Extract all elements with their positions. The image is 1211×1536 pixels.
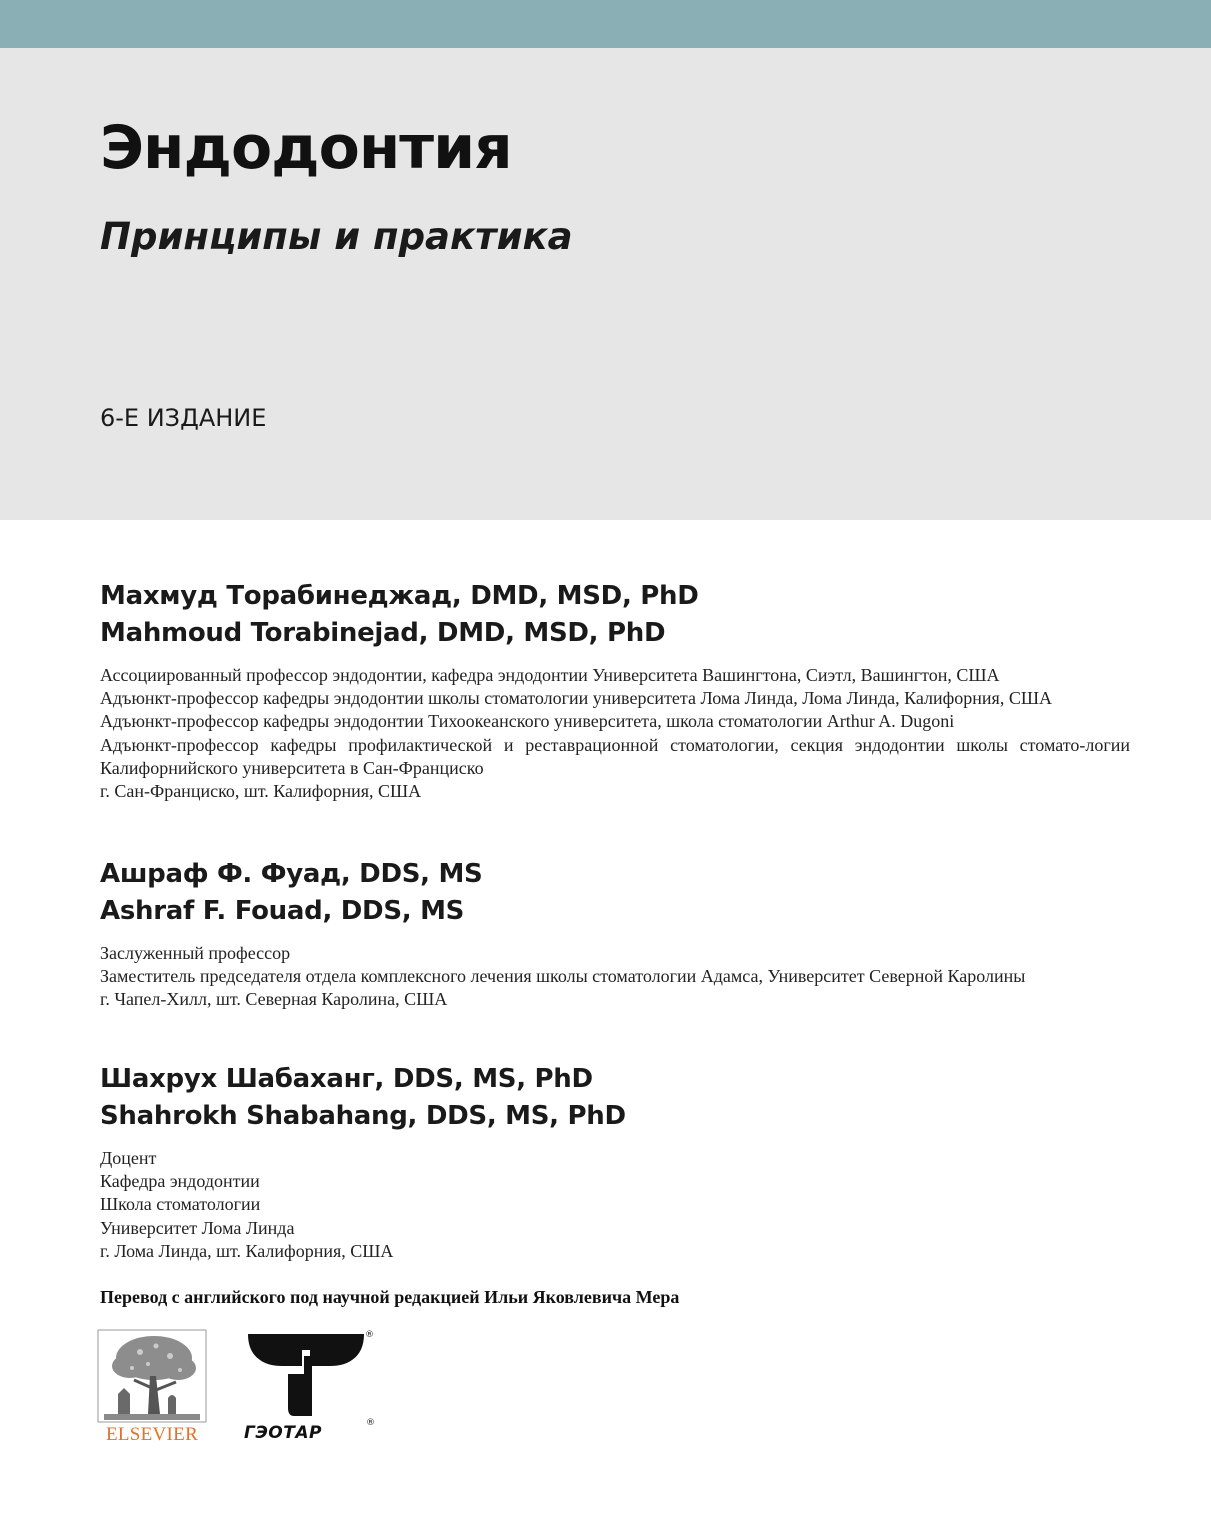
- affiliation-line: Доцент: [100, 1148, 157, 1168]
- geotar-media-logo: [244, 1330, 379, 1448]
- author-name-en: Mahmoud Torabinejad, DMD, MSD, PhD: [100, 618, 666, 648]
- affiliation-line: Кафедра эндодонтии: [100, 1171, 260, 1192]
- author-block-torabinejad: [100, 578, 1130, 803]
- affiliation-list: [100, 664, 1130, 803]
- edition-label: 6-Е ИЗДАНИЕ: [100, 404, 267, 432]
- author-name-ru: Ашраф Ф. Фуад, DDS, MS: [100, 859, 483, 889]
- affiliation-line: Адъюнкт-профессор кафедры эндодонтии школы стоматологии университета Лома Линда, Лома Линда, Калифорния, США: [100, 688, 1052, 709]
- author-name-en: Ashraf F. Fouad, DDS, MS: [100, 896, 465, 926]
- author-name-en: Shahrokh Shabahang, DDS, MS, PhD: [100, 1101, 626, 1131]
- affiliation-list: [100, 942, 1130, 1012]
- author-block-fouad: [100, 856, 1130, 1012]
- affiliation-list: [100, 1147, 1130, 1263]
- affiliation-line: Школа стоматологии: [100, 1194, 261, 1215]
- affiliation-line: Заслуженный профессор: [100, 943, 291, 963]
- top-color-bar: [0, 0, 1211, 48]
- affiliation-line: Университет Лома Линда: [100, 1217, 295, 1238]
- geotar-emblem-icon: [244, 1330, 379, 1422]
- elsevier-wordmark: ELSEVIER: [105, 1424, 199, 1445]
- affiliation-line: г. Сан-Франциско, шт. Калифорния, США: [100, 781, 422, 802]
- book-title: Эндодонтия: [100, 113, 512, 183]
- geotar-wordmark: ГЭОТАР: [244, 1423, 322, 1443]
- elsevier-tree-icon: [96, 1328, 208, 1424]
- affiliation-line: г. Чапел-Хилл, шт. Северная Каролина, США: [100, 989, 448, 1010]
- author-name-ru: Махмуд Торабинеджад, DMD, MSD, PhD: [100, 581, 699, 611]
- author-block-shabahang: [100, 1061, 1130, 1263]
- affiliation-line: Ассоциированный профессор эндодонтии, кафедра эндодонтии Университета Вашингтона, Сиэтл, Вашингтон, США: [100, 665, 1000, 685]
- book-subtitle: Принципы и практика: [100, 215, 573, 258]
- registered-mark: ®: [366, 1418, 375, 1428]
- elsevier-logo: [96, 1328, 208, 1448]
- author-name-ru: Шахрух Шабаханг, DDS, MS, PhD: [100, 1064, 593, 1094]
- affiliation-line: Адъюнкт-профессор кафедры эндодонтии Тихоокеанского университета, школа стоматологии Arthur A. Dugoni: [100, 711, 955, 732]
- registered-mark: ®: [365, 1330, 374, 1340]
- affiliation-line: г. Лома Линда, шт. Калифорния, США: [100, 1240, 394, 1261]
- translation-note: Перевод с английского под научной редакцией Ильи Яковлевича Мера: [100, 1287, 680, 1307]
- affiliation-line: Адъюнкт-профессор кафедры профилактической и реставрационной стоматологии, секция эндодонтии школы стомато-логии Калифорнийского университета в Сан-Франциско: [100, 734, 1130, 778]
- affiliation-line: Заместитель председателя отдела комплексного лечения школы стоматологии Адамса, Университет Северной Каролины: [100, 966, 1026, 987]
